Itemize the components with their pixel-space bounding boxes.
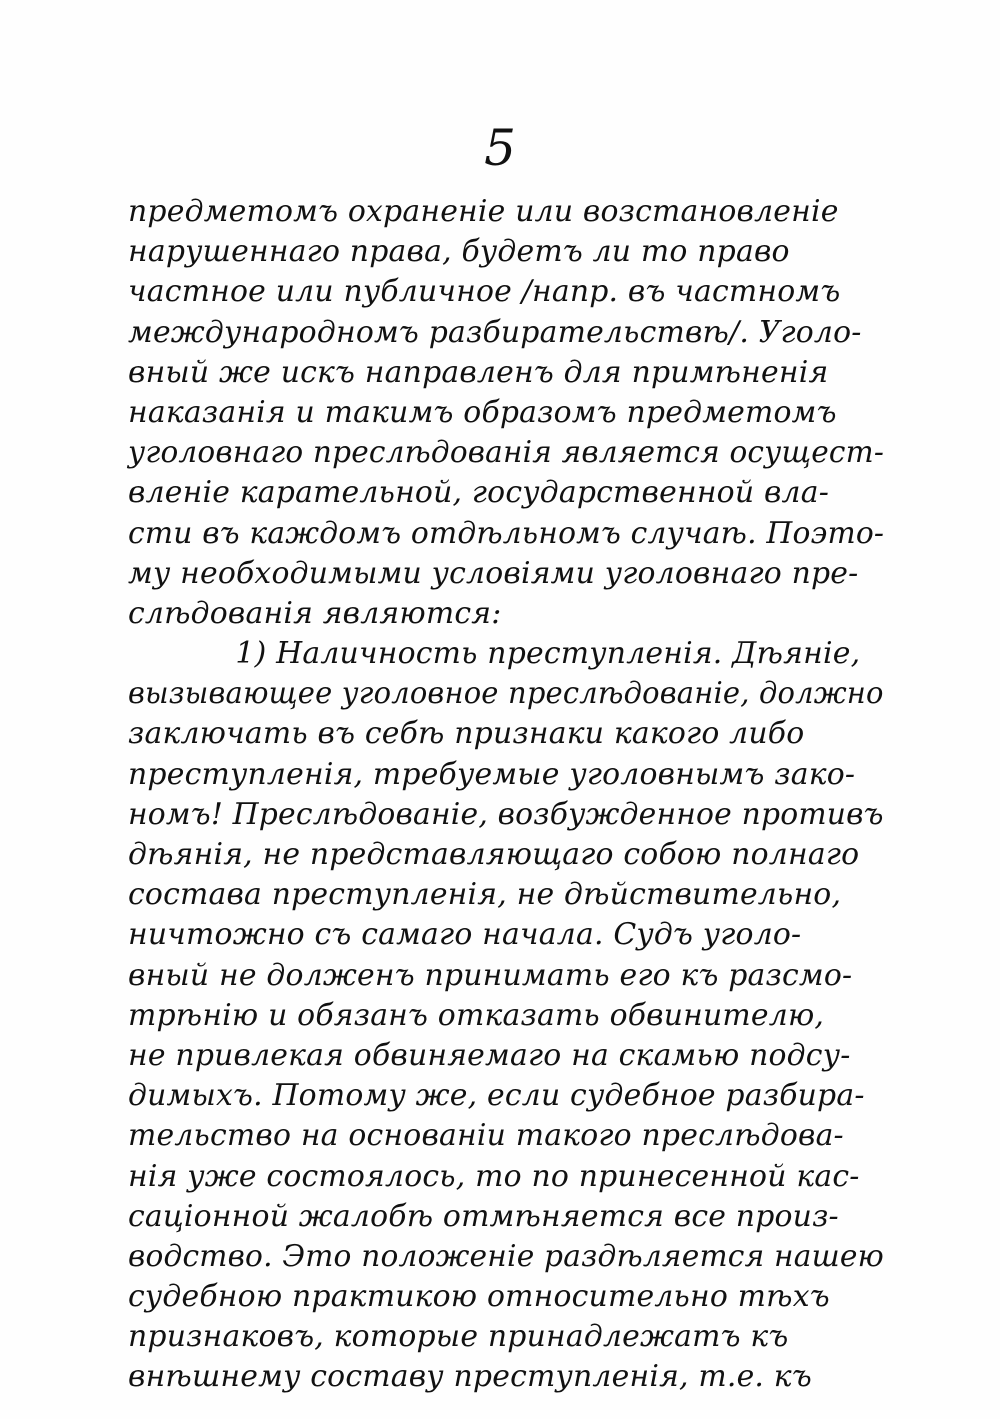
text-line: тельство на основаніи такого преслѣдова- — [128, 1118, 844, 1154]
text-line: слѣдованія являются: — [128, 595, 502, 631]
text-line: ничтожно съ самаго начала. Судъ уголо- — [128, 917, 802, 953]
text-line: международномъ разбирательствѣ/. Уголо- — [128, 314, 862, 350]
text-line: нія уже состоялось, то по принесенной кас- — [128, 1158, 860, 1194]
text-line: не привлекая обвиняемаго на скамью подсу- — [128, 1037, 851, 1073]
text-line: димыхъ. Потому же, если судебное разбира- — [128, 1078, 865, 1114]
handwritten-text-block — [128, 192, 888, 1398]
text-line: уголовнаго преслѣдованія является осущест- — [128, 435, 885, 471]
text-line: дѣянія, не представляющаго собою полнаго — [128, 837, 860, 872]
text-line: состава преступленія, не дѣйствительно, — [128, 877, 842, 913]
text-line: внѣшнему составу преступленія, т.е. къ — [128, 1359, 812, 1395]
text-line: трѣнію и обязанъ отказать обвинителю, — [128, 997, 825, 1033]
text-line: вный не долженъ принимать его къ разсмо- — [128, 957, 853, 993]
text-line: вленіе карательной, государственной вла- — [128, 475, 829, 511]
page-number: 5 — [484, 119, 516, 177]
text-line-indented: 1) Наличность преступленія. Дѣяніе, — [235, 636, 861, 672]
text-line: судебною практикою относительно тѣхъ — [128, 1279, 830, 1315]
text-line: частное или публичное /напр. въ частномъ — [128, 274, 841, 310]
text-line: му необходимыми условіями уголовнаго пре- — [128, 555, 859, 591]
text-line: заключать въ себѣ признаки какого либо — [128, 716, 805, 752]
text-line: признаковъ, которые принадлежатъ къ — [128, 1319, 789, 1355]
text-line: предметомъ охраненіе или возстановленіе — [128, 194, 839, 229]
text-line: преступленія, требуемые уголовнымъ зако- — [128, 756, 856, 792]
text-line: наказанія и такимъ образомъ предметомъ — [128, 394, 837, 430]
text-line: вный же искъ направленъ для примѣненія — [128, 354, 829, 390]
text-line: нарушеннаго права, будетъ ли то право — [128, 234, 790, 270]
text-line: сти въ каждомъ отдѣльномъ случаѣ. Поэто- — [128, 515, 885, 551]
text-line: саціонной жалобѣ отмѣняется все произ- — [128, 1198, 839, 1234]
text-line: водство. Это положеніе раздѣляется нашею — [128, 1238, 884, 1274]
text-line: вызывающее уголовное преслѣдованіе, должно — [128, 676, 884, 712]
text-line: номъ! Преслѣдованіе, возбужденное противъ — [128, 796, 884, 832]
